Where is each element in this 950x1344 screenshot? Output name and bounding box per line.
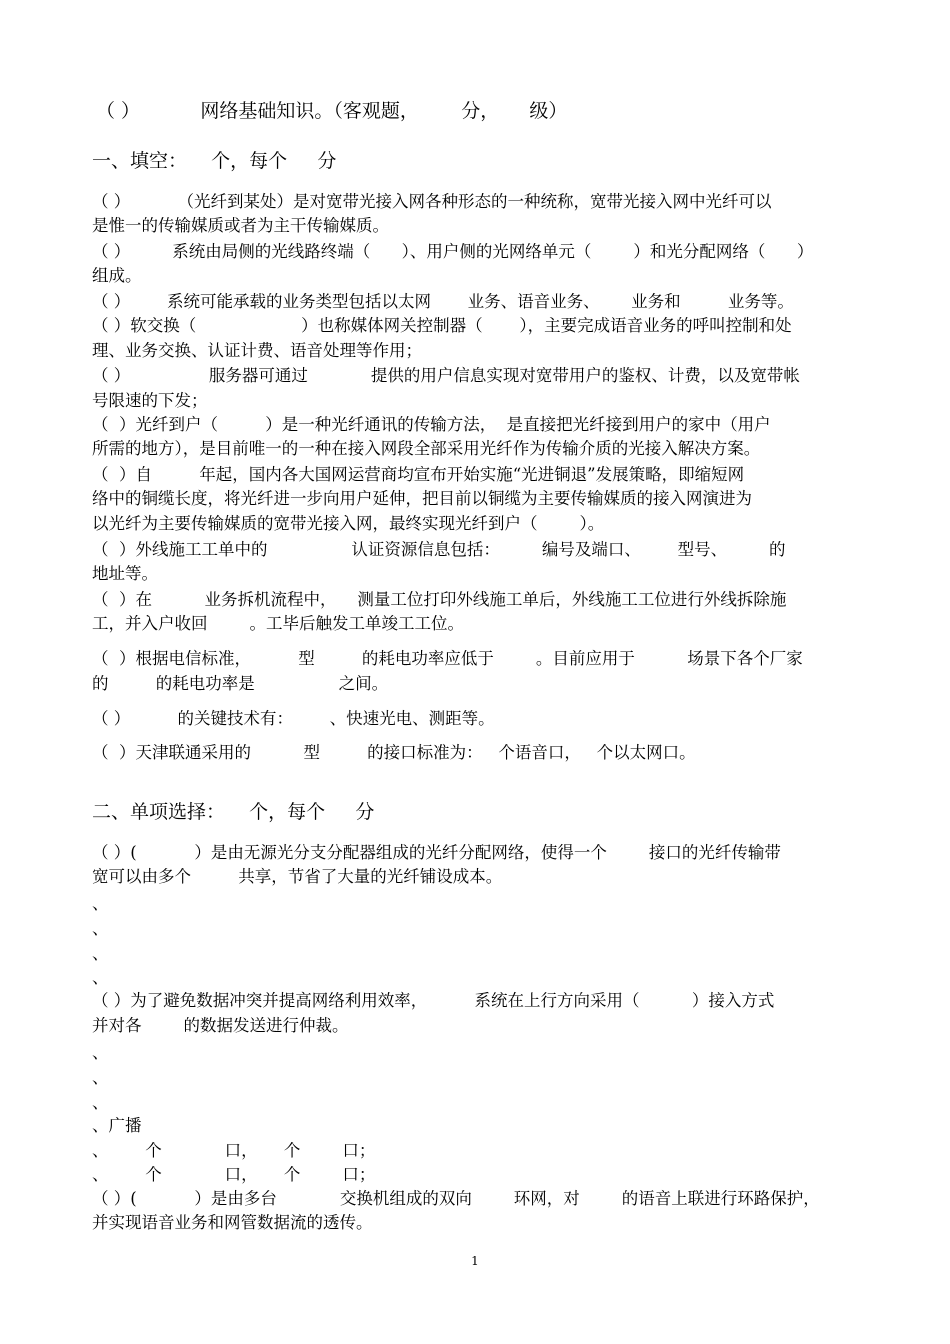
fill-line-22: （ ）天津联通采用的 型 的接口标准为： 个语音口， 个以太网口。 [92, 743, 696, 762]
choice-line-4: 、 [92, 919, 109, 938]
fill-line-12: （ ）自 年起，国内各大国网运营商均宣布开始实施“光进铜退”发展策略，即缩短网 [92, 465, 745, 484]
choice-line-6: 、 [92, 968, 109, 987]
choice-line-9: 、 [92, 1043, 109, 1062]
fill-line-9: 号限速的下发； [92, 391, 208, 410]
choice-line-7: （ ）为了避免数据冲突并提高网络利用效率， 系统在上行方向采用（ ）接入方式 [92, 991, 775, 1010]
fill-line-1: （ ） （光纤到某处）是对宽带光接入网各种形态的一种统称，宽带光接入网中光纤可以 [92, 192, 772, 211]
section-heading-single-choice: 二、单项选择： 个，每个 分 [92, 801, 375, 823]
fill-line-20: 的 的耗电功率是 之间。 [92, 674, 389, 693]
choice-line-11: 、 [92, 1093, 109, 1112]
fill-line-2: 是惟一的传输媒质或者为主干传输媒质。 [92, 216, 389, 235]
fill-line-4: 组成。 [92, 266, 142, 285]
section-heading-fill-in: 一、填空： 个，每个 分 [92, 150, 337, 172]
fill-line-6: （ ）软交换（ ）也称媒体网关控制器（ ），主要完成语音业务的呼叫控制和处 [92, 316, 792, 335]
choice-line-16: 并实现语音业务和网管数据流的透传。 [92, 1213, 373, 1232]
fill-line-18: 工，并入户收回 。工毕后触发工单竣工工位。 [92, 614, 464, 633]
fill-line-11: 所需的地方），是目前唯一的一种在接入网段全部采用光纤作为传输介质的光接入解决方案。 [92, 439, 761, 458]
fill-line-19: （ ）根据电信标准， 型 的耗电功率应低于 。目前应用于 场景下各个厂家 [92, 649, 803, 668]
fill-line-3: （ ） 系统由局侧的光线路终端（ ）、用户侧的光网络单元（ ）和光分配网络（ ） [92, 242, 814, 261]
fill-line-16: 地址等。 [92, 564, 158, 583]
choice-line-3: 、 [92, 894, 109, 913]
choice-line-2: 宽可以由多个 共享，节省了大量的光纤铺设成本。 [92, 867, 503, 886]
fill-line-5: （ ） 系统可能承载的业务类型包括以太网 业务、语音业务、 业务和 业务等。 [92, 292, 794, 311]
choice-line-5: 、 [92, 944, 109, 963]
fill-line-17: （ ）在 业务拆机流程中， 测量工位打印外线施工单后，外线施工工位进行外线拆除施 [92, 590, 787, 609]
choice-line-10: 、 [92, 1068, 109, 1087]
fill-line-14: 以光纤为主要传输媒质的宽带光接入网，最终实现光纤到户（ ）。 [92, 514, 605, 533]
page-title: （ ） 网络基础知识。（客观题， 分， 级） [96, 100, 568, 122]
fill-line-21: （ ） 的关键技术有： 、快速光电、测距等。 [92, 709, 495, 728]
choice-line-8: 并对各 的数据发送进行仲裁。 [92, 1016, 349, 1035]
fill-line-10: （ ）光纤到户（ ）是一种光纤通讯的传输方法， 是直接把光纤接到用户的家中（用户 [92, 415, 771, 434]
choice-line-14: 、 个 口， 个 口； [92, 1165, 376, 1184]
choice-line-1: （ ）( ）是由无源光分支分配器组成的光纤分配网络，使得一个 接口的光纤传输带 [92, 843, 781, 862]
choice-line-12: 、广播 [92, 1116, 142, 1135]
page-number: 1 [471, 1254, 479, 1268]
choice-line-13: 、 个 口， 个 口； [92, 1141, 376, 1160]
fill-line-7: 理、业务交换、认证计费、语音处理等作用； [92, 341, 422, 360]
fill-line-8: （ ） 服务器可通过 提供的用户信息实现对宽带用户的鉴权、计费，以及宽带帐 [92, 366, 800, 385]
choice-line-15: （ ）( ）是由多台 交换机组成的双向 环网，对 的语音上联进行环路保护， [92, 1189, 820, 1208]
fill-line-15: （ ）外线施工工单中的 认证资源信息包括： 编号及端口、 型号、 的 [92, 540, 786, 559]
fill-line-13: 络中的铜缆长度，将光纤进一步向用户延伸，把目前以铜缆为主要传输媒质的接入网演进为 [92, 489, 752, 508]
